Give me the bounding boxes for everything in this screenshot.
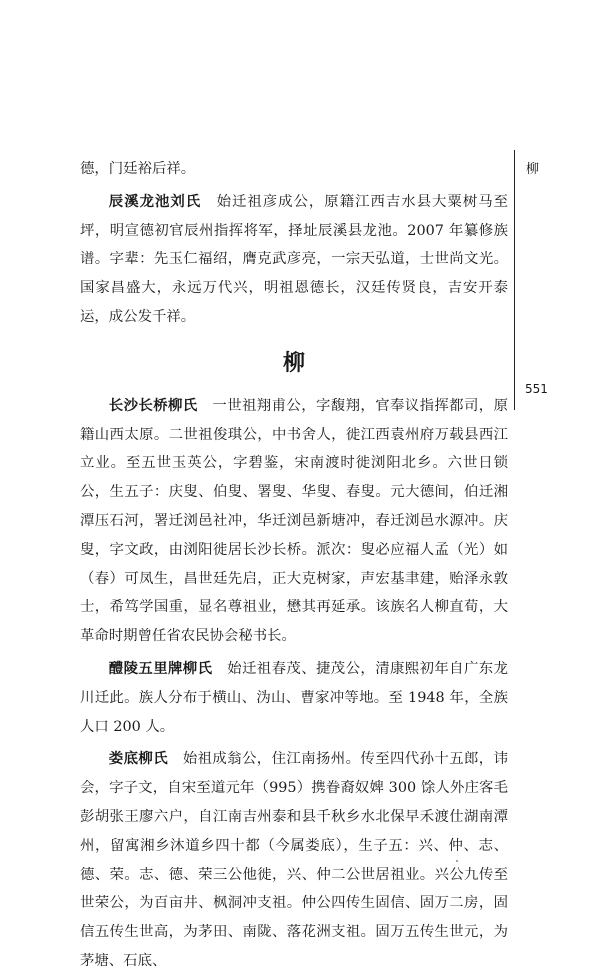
entry-text: 始迁祖春茂、捷茂公，清康熙初年自广东龙川迁此。族人分布于横山、沩山、曹家冲等地。至 1948 年，全族人口 200 人。 xyxy=(80,660,508,735)
continuation-text: 德，门廷裕后祥。 xyxy=(80,161,196,177)
entry-name: 醴陵五里牌柳氏 xyxy=(108,660,213,677)
page-number: 551 xyxy=(525,382,548,396)
section-title: 柳 xyxy=(282,350,305,376)
margin-rule xyxy=(514,150,515,410)
entry-text: 始迁祖彦成公，原籍江西吉水县大粟树马至坪，明宣德初官辰州指挥将军，择址辰溪县龙池。2007 年纂修族谱。字辈：先玉仁福绍，膺克武彦亮，一宗天弘道，士世尚文光。国家昌盛大，永远万代兴，明祖恩德长，汉廷传贤良，吉安开泰运，成公发千祥。 xyxy=(80,193,508,325)
entry-text: 一世祖翔甫公，字馥翔，官奉议指挥都司，原籍山西太原。二世祖俊琪公，中书舍人，徙江西袁州府万载县西江立业。至五世玉英公，字碧鉴，宋南渡时徙浏阳北乡。六世日锁公，生五子：庆叟、伯叟、署叟、华叟、春叟。元大德间，伯迁湘潭压石河，署迁浏邑社冲，华迁浏邑新塘冲，春迁浏邑水源冲。庆叟，字文政，由浏阳徙居长沙长桥。派次：叟必应福人孟（光）如（春）可凤生，昌世廷先启，正大克树家，声宏基聿建，贻泽永敦士，希笃学国重，显名尊祖业，懋其再延承。该族名人柳直荀，大革命时期曾任省农民协会秘书长。 xyxy=(80,397,508,645)
scan-speck xyxy=(456,860,458,862)
running-head: 柳 xyxy=(526,162,540,177)
entry-text: 始祖成翁公，住江南扬州。传至四代孙十五郎，讳会，字子文，自宋至道元年（995）携眷裔奴婢 300 馀人外庄客毛彭胡张王廖六户，自江南吉州泰和县千秋乡水北保早禾渡仕湖南潭州，留寓湘乡沐道乡四十都（今属娄底），生子五：兴、仲、志、德、荣。志、德、荣三公他徙，兴、仲二公世居祖业。兴公九传至世荣公，为百亩井、枫洞冲支祖。仲公四传生固信、固万二房，固信五传生世高，为茅田、南陇、落花洲支祖。固万五传生世元，为茅塘、石底、 xyxy=(80,751,508,969)
entry-name: 长沙长桥柳氏 xyxy=(108,397,198,414)
entry-loudi xyxy=(80,745,508,975)
body-text xyxy=(80,155,508,976)
entry-name: 辰溪龙池刘氏 xyxy=(108,193,202,210)
entry-liu-chenxi xyxy=(80,188,508,332)
entry-changsha xyxy=(80,392,508,651)
entry-liling xyxy=(80,655,508,741)
entry-name: 娄底柳氏 xyxy=(108,751,168,768)
